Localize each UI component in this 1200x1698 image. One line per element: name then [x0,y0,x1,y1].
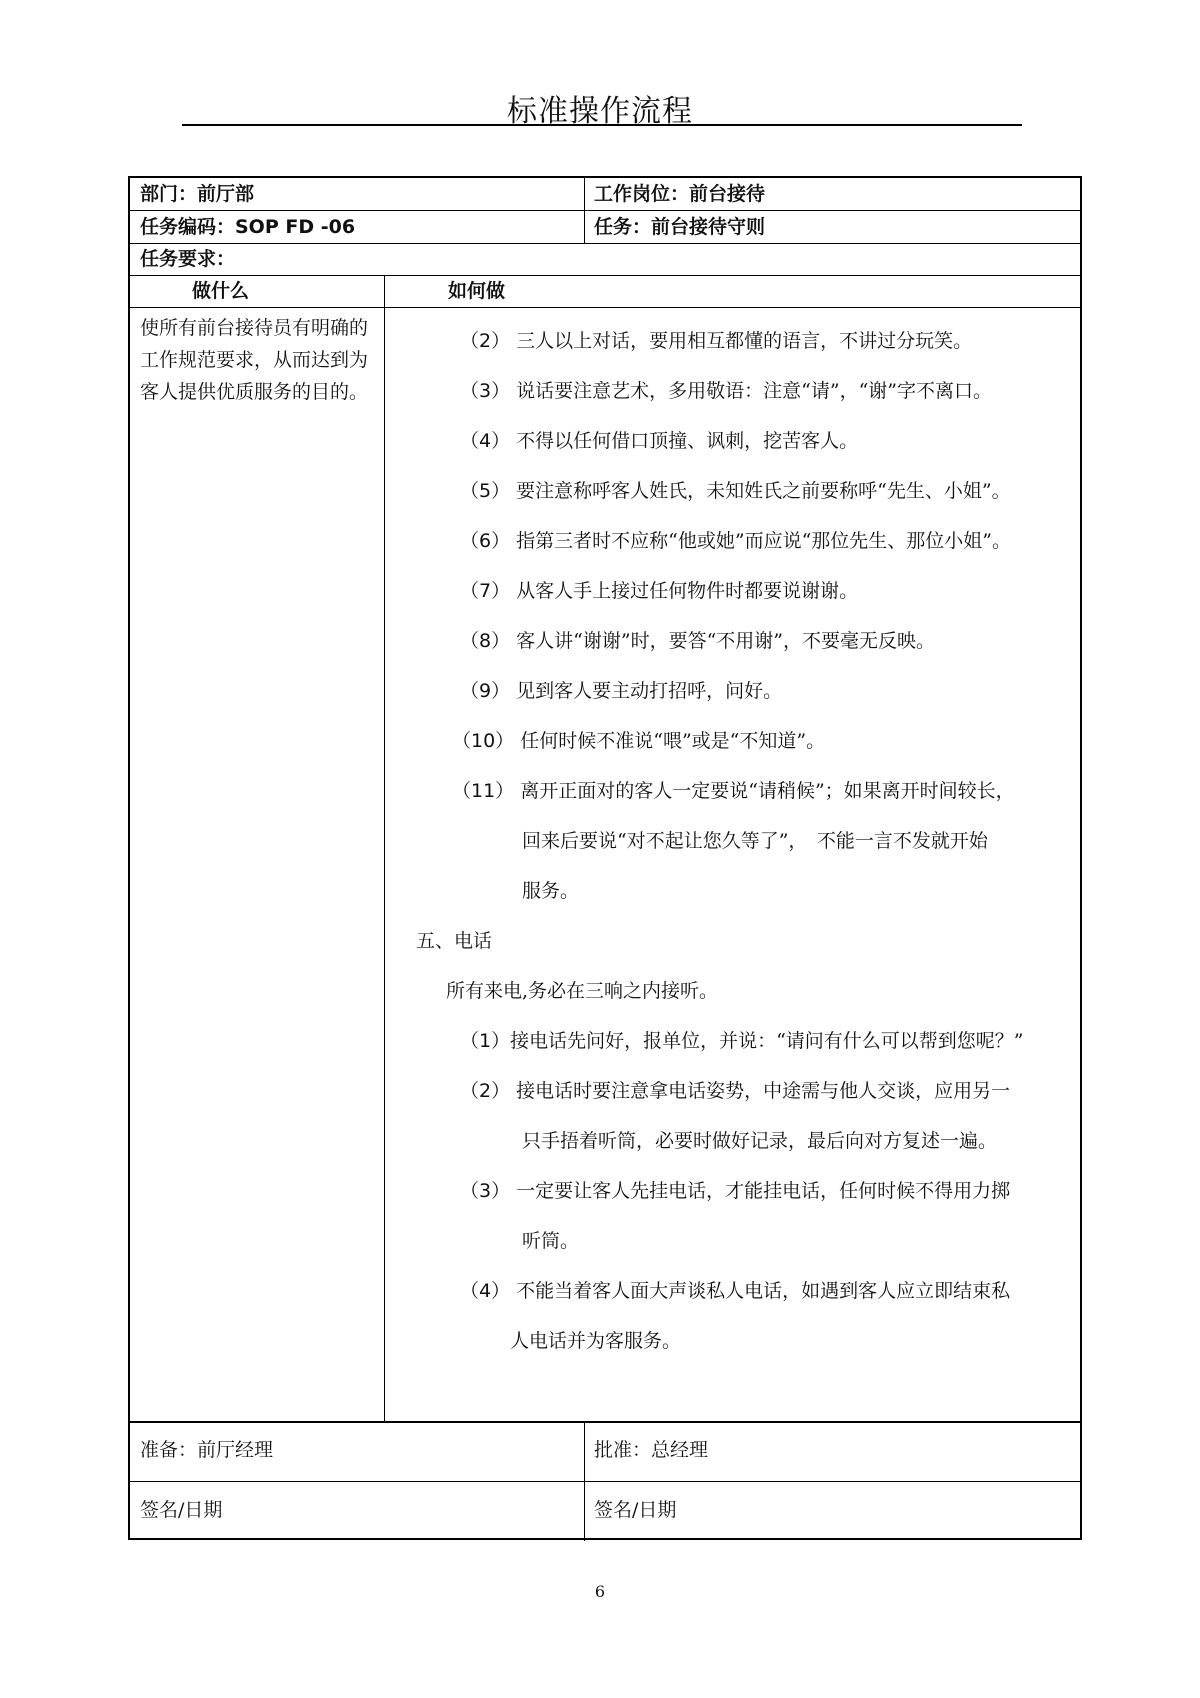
col-divider [584,178,585,243]
item-text: 从客人手上接过任何物件时都要说谢谢。 [516,580,859,602]
column-header-what: 做什么 [192,280,250,302]
list-item [460,326,972,353]
list-item [460,1076,1010,1103]
row-divider [130,243,1080,244]
item-continuation: 回来后要说“对不起让您久等了”， 不能一言不发就开始 [522,830,988,852]
task-cell: 任务：前台接待守则 [594,216,766,238]
item-continuation: 人电话并为客服务。 [510,1330,682,1352]
requirement-label: 任务要求： [140,248,236,270]
col-divider [384,275,385,1421]
item-continuation: 只手捂着听筒，必要时做好记录，最后向对方复述一遍。 [522,1130,998,1152]
item-number: （7） [460,580,511,602]
page-number: 6 [594,1582,606,1601]
item-number: （3） [460,1180,511,1202]
row-divider [130,210,1080,211]
item-text: 接电话时要注意拿电话姿势，中途需与他人交谈，应用另一 [516,1080,1011,1102]
item-text: 离开正面对的客人一定要说“请稍候”；如果离开时间较长， [520,780,1015,802]
approved-by-cell: 批准：总经理 [594,1439,709,1461]
list-item [452,726,825,753]
item-text: 说话要注意艺术，多用敬语：注意“请”，“谢”字不离口。 [516,380,992,402]
task-code-cell: 任务编码：SOP FD -06 [140,216,356,238]
item-number: （2） [460,1080,511,1102]
item-number: （4） [460,430,511,452]
list-item [460,1026,1024,1053]
sign-date-right: 签名/日期 [594,1499,677,1521]
section-title: 五、电话 [416,930,493,952]
item-text: 接电话先问好，报单位，并说：“请问有什么可以帮到您呢？” [510,1030,1024,1052]
what-description: 使所有前台接待员有明确的工作规范要求，从而达到为客人提供优质服务的目的。 [140,317,369,403]
list-item [460,1176,1010,1203]
item-continuation: 听筒。 [522,1230,580,1252]
list-item [460,626,935,653]
item-text: 见到客人要主动打招呼，问好。 [516,680,783,702]
list-item [460,1276,1010,1303]
col-divider [584,1421,585,1541]
item-number: （10） [452,730,515,752]
sign-date-left: 签名/日期 [140,1499,223,1521]
list-item [460,676,782,703]
section-intro: 所有来电,务必在三响之内接听。 [446,980,719,1002]
item-number: （11） [452,780,515,802]
item-text: 客人讲“谢谢”时，要答“不用谢”，不要毫无反映。 [516,630,935,652]
list-item [460,576,858,603]
row-divider [130,1421,1080,1423]
item-text: 不能当着客人面大声谈私人电话，如遇到客人应立即结束私 [516,1280,1011,1302]
item-number: （6） [460,530,511,552]
department-cell: 部门：前厅部 [140,183,255,205]
list-item [460,376,992,403]
item-continuation: 服务。 [522,880,580,902]
item-text: 任何时候不准说“喂”或是“不知道”。 [520,730,826,752]
document-title: 标准操作流程 [507,94,693,129]
item-number: （1） [460,1030,511,1052]
list-item [460,526,1011,553]
row-divider [130,1481,1080,1482]
item-text: 不得以任何借口顶撞、讽刺，挖苦客人。 [516,430,859,452]
item-text: 指第三者时不应称“他或她”而应说“那位先生、那位小姐”。 [516,530,1011,552]
list-item [460,426,858,453]
item-number: （5） [460,480,511,502]
prepared-by-cell: 准备：前厅经理 [140,1439,274,1461]
item-number: （3） [460,380,511,402]
column-header-how: 如何做 [448,280,506,302]
position-cell: 工作岗位：前台接待 [594,183,766,205]
item-text: 三人以上对话，要用相互都懂的语言，不讲过分玩笑。 [516,330,973,352]
item-number: （8） [460,630,511,652]
item-number: （2） [460,330,511,352]
item-number: （9） [460,680,511,702]
item-text: 一定要让客人先挂电话，才能挂电话，任何时候不得用力掷 [516,1180,1011,1202]
row-divider [130,307,1080,308]
item-number: （4） [460,1280,511,1302]
list-item [452,776,1015,803]
list-item [460,476,1011,503]
item-text: 要注意称呼客人姓氏，未知姓氏之前要称呼“先生、小姐”。 [516,480,1011,502]
title-underline [182,124,1022,126]
row-divider [130,275,1080,276]
